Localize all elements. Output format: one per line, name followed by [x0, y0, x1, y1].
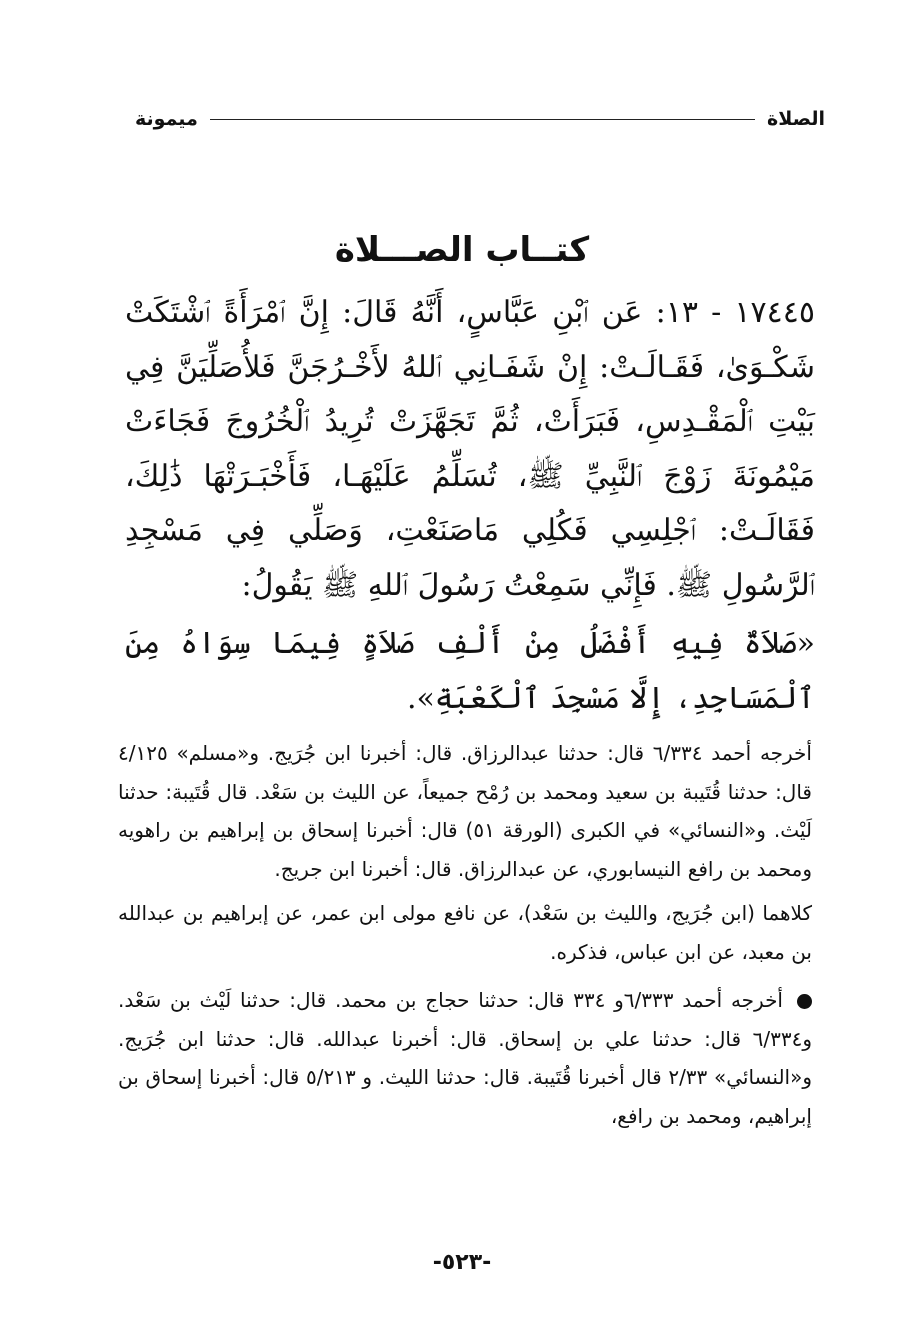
sources-notes: [118, 734, 812, 1135]
hadith-text: ١٧٤٤٥ - ١٣: عَن ٱبْنِ عَبَّاسٍ، أَنَّهُ قَالَ: إِنَّ ٱمْرَأَةً ٱشْتَكَتْ شَكْـوَىٰ، فَقَـالَـتْ: إِنْ شَفَـانِي ٱللهُ لأَخْـرُجَنَّ فَلأُصَلِّيَنَّ فِي بَيْتِ ٱلْمَقْـدِسِ، فَبَرَأَتْ، ثُمَّ تَجَهَّزَتْ تُرِيدُ ٱلْخُرُوجَ فَجَاءَتْ مَيْمُونَةَ زَوْجَ ٱلنَّبِيِّ ﷺ، تُسَلِّمُ عَلَيْهَـا، فَأَخْبَـرَتْهَا ذَٰلِكَ، فَقَالَـتْ: ٱجْلِسِي فَكُلِي مَاصَنَعْتِ، وَصَلِّي فِي مَسْجِدِ ٱلرَّسُولِ ﷺ. فَإِنِّي سَمِعْتُ رَسُولَ ٱللهِ ﷺ يَقُولُ:: [125, 295, 815, 603]
note-paragraph-3-text: أخرجه أحمد ٦/٣٣٣و ٣٣٤ قال: حدثنا حجاج بن محمد. قال: حدثنا لَيْث بن سَعْد. و٦/٣٣٤ قال: حدثنا علي بن إسحاق. قال: أخبرنا عبدالله. قال: حدثنا ابن جُرَيج. و«النسائي» ٢/٣٣ قال أخبرنا قُتَيبة. قال: حدثنا الليث. و ٥/٢١٣ قال: أخبرنا إسحاق بن إبراهيم، ومحمد بن رافع،: [118, 988, 812, 1128]
header-rule: [210, 119, 755, 120]
hadith-quote: «صَلاَةٌ فِيهِ أَفْضَلُ مِنْ أَلْفِ صَلاَةٍ فِيمَا سِوَاهُ مِنَ ٱلْمَسَاجِدِ، إِلَّا مَسْجِدَ ٱلْكَعْبَةِ».: [125, 626, 815, 716]
chapter-title: كتــاب الصـــلاة: [334, 230, 590, 270]
header-narrator-name: ميمونة: [135, 108, 198, 130]
header-section-title: الصلاة: [766, 108, 825, 130]
note-paragraph-3: [118, 981, 812, 1135]
bullet-icon: [797, 994, 812, 1009]
note-paragraph-2: كلاهما (ابن جُرَيج، والليث بن سَعْد)، عن نافع مولى ابن عمر، عن إبراهيم بن عبدالله بن معبد، عن ابن عباس، فذكره.: [118, 901, 812, 964]
hadith-text-block: [125, 286, 815, 726]
page-number: -٥٢٣-: [432, 1250, 492, 1275]
note-paragraph-1: أخرجه أحمد ٦/٣٣٤ قال: حدثنا عبدالرزاق. قال: أخبرنا ابن جُرَيج. و«مسلم» ٤/١٢٥ قال: حدثنا قُتَيبة بن سعيد ومحمد بن رُمْح جميعاً، عن الليث بن سَعْد. قال قُتَيبة: حدثنا لَيْث. و«النسائي» في الكبرى (الورقة ٥١) قال: أخبرنا إسحاق بن إبراهيم بن راهويه ومحمد بن رافع النيسابوري، عن عبدالرزاق. قال: أخبرنا ابن جريج.: [118, 741, 812, 881]
running-header: [135, 104, 825, 134]
